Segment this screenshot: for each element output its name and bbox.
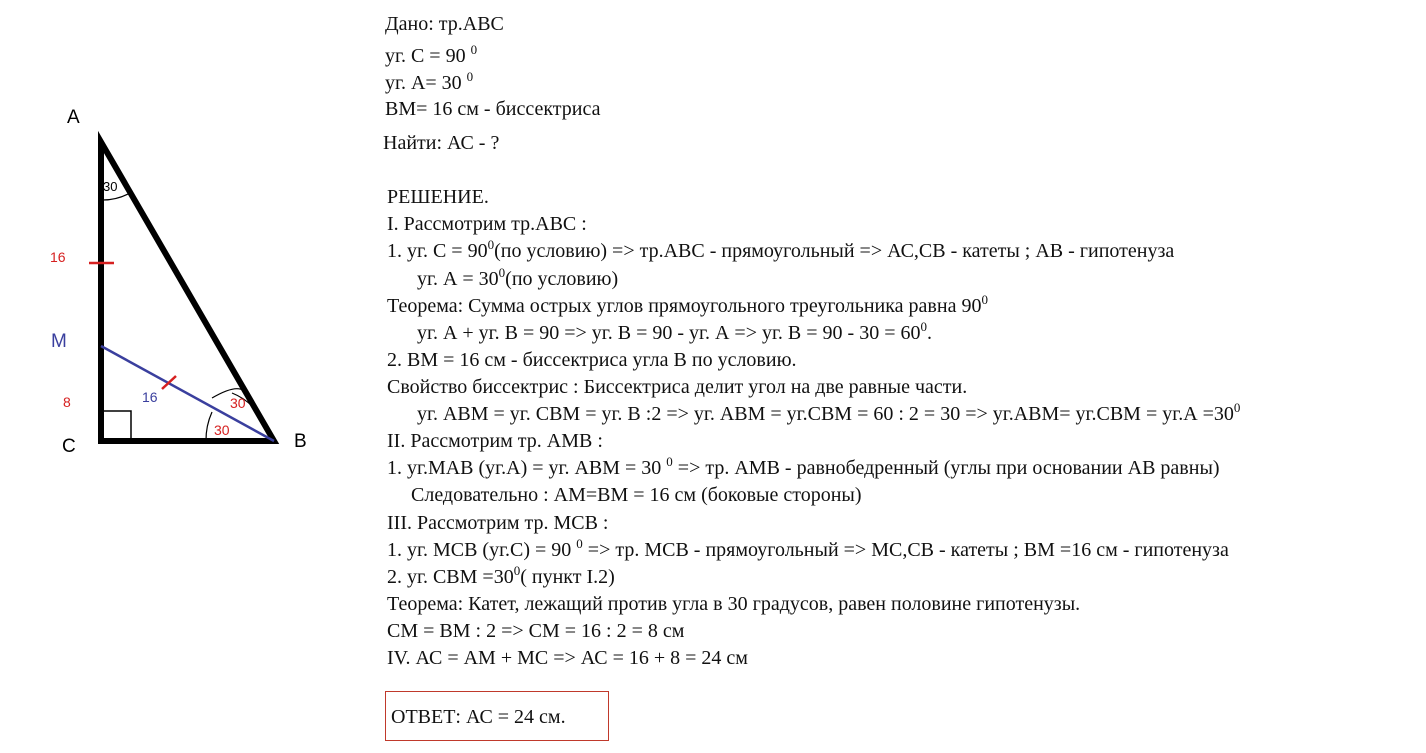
degree-sup: 0	[576, 536, 583, 551]
step-text: 2. ВМ = 16 см - биссектриса угла В по условию.	[387, 349, 797, 371]
angle-cbm-label: 30	[214, 422, 230, 438]
find-text: Найти: АС - ?	[383, 132, 500, 154]
step-text: 2. уг. СВМ =30	[387, 566, 514, 588]
given-line-4	[385, 96, 601, 122]
solution-line-17	[387, 645, 748, 671]
solution-line-4	[387, 293, 988, 319]
step-text: .	[926, 322, 932, 344]
step-text: => тр. АМВ - равнобедренный (углы при основании АВ равны)	[672, 457, 1220, 479]
given-line-1	[385, 11, 504, 37]
solution-line-6	[387, 347, 797, 373]
step-text: 1. уг. С = 90	[387, 240, 488, 262]
answer-box	[385, 691, 609, 741]
step-text: уг. А + уг. В = 90 => уг. В = 90 - уг. А => уг. В = 90 - 30 = 60	[417, 322, 921, 344]
solution-line-14	[387, 564, 615, 590]
step-text: уг. А = 30	[417, 268, 499, 290]
angle-a-arc	[101, 193, 130, 200]
solution-line-12	[387, 510, 608, 536]
theorem-text: Теорема: Сумма острых углов прямоугольного треугольника равна 90	[387, 295, 982, 317]
step-text: ( пункт I.2)	[520, 566, 615, 588]
solution-line-9	[387, 428, 603, 454]
given-triangle: Дано: тр.ABC	[385, 13, 504, 35]
solution-title	[387, 184, 489, 210]
solution-line-11	[411, 482, 862, 508]
theorem-text: Теорема: Катет, лежащий против угла в 30 градусов, равен половине гипотенузы.	[387, 593, 1081, 615]
step-text: СМ = ВМ : 2 => СМ = 16 : 2 = 8 см	[387, 620, 685, 642]
property-text: Свойство биссектрис : Биссектриса делит угол на две равные части.	[387, 376, 968, 398]
solution-line-15	[387, 591, 1080, 617]
given-line-2	[385, 43, 477, 69]
step-text: I. Рассмотрим тр.АВС :	[387, 213, 587, 235]
right-angle-mark	[101, 411, 131, 441]
solution-line-16	[387, 618, 684, 644]
solution-line-2	[387, 238, 1174, 264]
given-angle-a: уг. А= 30	[385, 72, 467, 94]
step-text: 1. уг. МСВ (уг.С) = 90	[387, 539, 577, 561]
given-angle-c: уг. С = 90	[385, 45, 471, 67]
answer-text: ОТВЕТ: АС = 24 см.	[391, 706, 566, 728]
angle-cbm-arc	[206, 412, 212, 441]
degree-sup: 0	[666, 454, 673, 469]
step-text: IV. АС = АМ + МС => АС = 16 + 8 = 24 см	[387, 647, 748, 669]
solution-line-8	[417, 401, 1240, 427]
degree-sup: 0	[470, 42, 478, 57]
degree-sup: 0	[487, 237, 495, 252]
vertex-a-label: A	[67, 107, 80, 128]
triangle-abc	[101, 142, 274, 441]
angle-a-label: 30	[103, 179, 118, 194]
solution-line-5	[417, 320, 932, 346]
step-text: II. Рассмотрим тр. АМВ :	[387, 430, 603, 452]
step-text: 1. уг.МАВ (уг.А) = уг. АВМ = 30	[387, 457, 667, 479]
step-text: => тр. МСВ - прямоугольный => МС,СВ - катеты ; ВМ =16 см - гипотенуза	[582, 539, 1229, 561]
bm-length-label: 16	[142, 389, 158, 405]
degree-sup: 0	[466, 69, 474, 84]
mc-length-label: 8	[63, 394, 71, 410]
step-text: (по условию)	[505, 268, 619, 290]
solution-line-10	[387, 455, 1220, 481]
vertex-m-label: M	[51, 331, 67, 352]
solution-line-13	[387, 537, 1229, 563]
step-text: (по условию) => тр.АВС - прямоугольный => АС,СВ - катеты ; АВ - гипотенуза	[494, 240, 1175, 262]
vertex-c-label: C	[62, 436, 76, 457]
given-bisector: ВМ= 16 см - биссектриса	[385, 98, 601, 120]
triangle-diagram	[0, 0, 360, 480]
degree-sup: 0	[981, 292, 988, 307]
degree-sup: 0	[513, 563, 521, 578]
solution-line-1	[387, 211, 587, 237]
given-line-3	[385, 70, 473, 96]
degree-sup: 0	[1233, 400, 1241, 415]
solution-line-3	[417, 266, 618, 292]
step-text: Следовательно : АМ=ВМ = 16 см (боковые стороны)	[411, 484, 862, 506]
solution-title-text: РЕШЕНИЕ.	[387, 186, 489, 208]
solution-line-7	[387, 374, 967, 400]
am-length-label: 16	[50, 249, 66, 265]
angle-abm-label: 30	[230, 395, 246, 411]
step-text: III. Рассмотрим тр. МСВ :	[387, 512, 609, 534]
degree-sup: 0	[498, 265, 506, 280]
vertex-b-label: B	[294, 431, 307, 452]
find-line	[383, 130, 499, 156]
step-text: уг. АВМ = уг. СВМ = уг. В :2 => уг. АВМ = уг.СВМ = 60 : 2 = 30 => уг.АВМ= уг.СВМ = уг.А =30	[417, 403, 1234, 425]
degree-sup: 0	[920, 319, 927, 334]
